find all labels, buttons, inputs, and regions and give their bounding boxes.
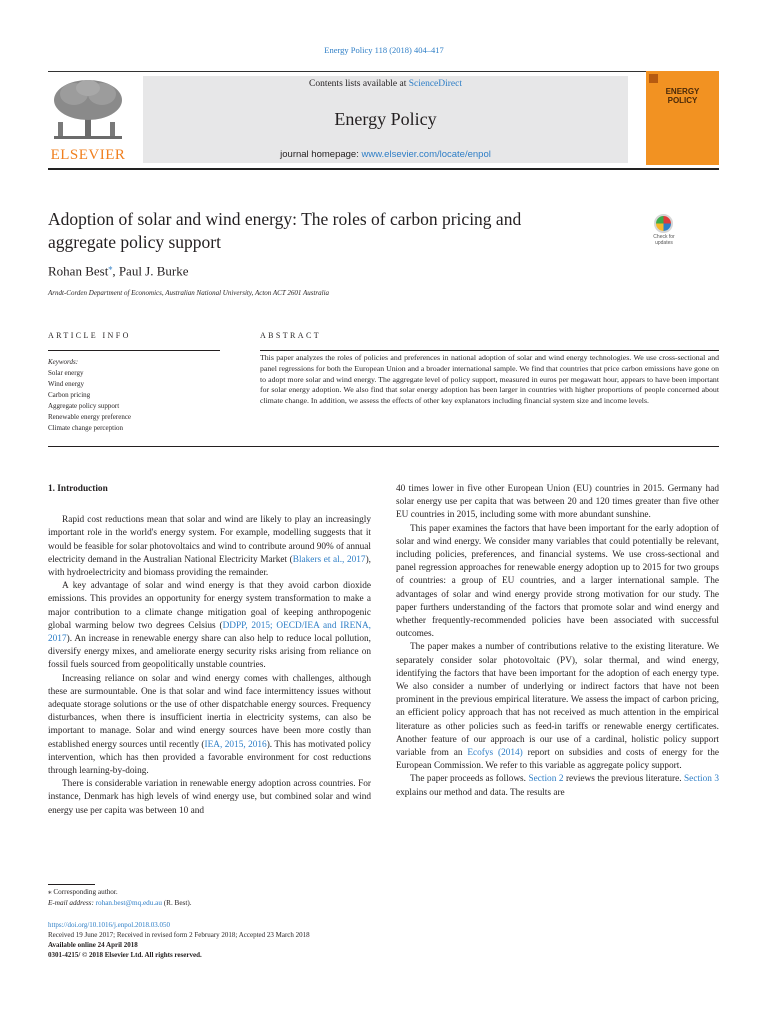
section-link[interactable]: Section 3: [684, 774, 720, 785]
doi-link[interactable]: https://doi.org/10.1016/j.enpol.2018.03.050: [48, 921, 170, 929]
keyword-item: Wind energy: [48, 380, 84, 388]
sciencedirect-link[interactable]: ScienceDirect: [408, 79, 462, 89]
available-online: Available online 24 April 2018: [48, 941, 138, 949]
citation-link[interactable]: IEA, 2015, 2016: [204, 739, 267, 750]
journal-reference[interactable]: Energy Policy 118 (2018) 404–417: [324, 45, 444, 55]
paragraph: This paper examines the factors that have been important for the early adoption of solar and wind energy. We consider many variables that could potentially be relevant, including policies, preferences, and financial systems. We use cross-sectional and panel regression approaches for renewable energy adoption up to 2015 for two groups of countries: a group of EU countries, and a larger international sample. The advantages of solar and wind energy provide strong motivation for our study. The paper furthers understanding of the factors that promote solar and wind energy and whether frequently-recommended policies have been associated with successful outcomes.: [396, 523, 719, 640]
body-column-right: [396, 483, 719, 800]
footnote: [48, 887, 192, 909]
homepage-line: [143, 149, 628, 160]
section-link[interactable]: Section 2: [528, 774, 564, 785]
title-line-2: aggregate policy support: [48, 232, 222, 252]
affiliation: Arndt-Corden Department of Economics, Australian National University, Acton ACT 2601 Australia: [48, 289, 330, 297]
contents-prefix: Contents lists available at: [308, 79, 409, 89]
keywords-label: Keywords:: [48, 358, 79, 366]
email-link[interactable]: rohan.best@mq.edu.au: [95, 899, 162, 907]
paragraph-text: reviews the previous literature.: [563, 774, 685, 785]
corresponding-author-mark[interactable]: ⁎: [108, 263, 113, 272]
cover-title: [646, 87, 719, 105]
journal-homepage-link[interactable]: www.elsevier.com/locate/enpol: [361, 149, 491, 160]
paragraph: [48, 514, 371, 580]
abstract-heading: ABSTRACT: [260, 331, 321, 340]
paragraph-text: explains our method and data. The results are: [396, 787, 565, 798]
keyword-item: Climate change perception: [48, 424, 124, 432]
keywords-list: [48, 357, 131, 434]
paragraph-text: Increasing reliance on solar and wind energy comes with challenges, although these are surmountable. One is that solar and wind face intermittency issues without adequate storage solutions or the use of other dispatchable energy sources. Frequency disturbances, when there is insufficient inertia in electricity systems, can also be important to manage. Solar and wind energy sources have been more costly than established energy sources until recently (: [48, 673, 371, 750]
elsevier-wordmark: ELSEVIER: [50, 147, 126, 163]
keyword-item: Renewable energy preference: [48, 413, 132, 421]
divider: [48, 446, 719, 447]
author-list: [48, 263, 189, 279]
masthead-rule-bottom: [48, 168, 719, 170]
article-title: [48, 208, 608, 254]
paragraph: [48, 673, 371, 779]
check-for-updates-label: [646, 235, 682, 246]
corresponding-mark: ⁎: [48, 888, 52, 896]
email-note: [48, 898, 192, 909]
abstract-text: This paper analyzes the roles of policies and preferences in national adoption of solar and wind energy technologies. We use cross-sectional and panel regressions for both the European Union and a broader international sample. We find that countries that price carbon emissions have gone on to adopt more solar and wind energy. The aggregate level of policy support, measured in euros per megawatt hour, appears to have been important for solar energy adoption. We also find that solar energy adoption has been larger in countries with higher proportions of people concerned about climate change. In addition, we assess the effects of other key explanators including financial system size and income levels.: [260, 353, 719, 406]
check-label-line-1: Check for: [653, 234, 675, 240]
paragraph-text: Rapid cost reductions mean that solar and wind are likely to play an increasingly important role in the world's energy system. For example, modelling suggests that it would be feasible for solar photovoltaics and wind to contribute around 90% of annual electricity demand in the Australian National Electricity Market (: [48, 515, 371, 565]
paragraph: 40 times lower in five other European Union (EU) countries in 2015. Germany had solar energy use per capita that was between 20 and 120 times greater than five other EU countries in 2015, including some with more abundant sunshine.: [396, 484, 719, 521]
paragraph: There is considerable variation in renewable energy adoption across countries. For instance, Denmark has high levels of wind energy use, but combined solar and wind energy use per capita was between 10 and: [48, 779, 371, 816]
paragraph-text: The paper proceeds as follows.: [410, 774, 529, 785]
elsevier-logo: [48, 78, 128, 164]
corresponding-note: [48, 887, 192, 898]
paragraph: [48, 580, 371, 672]
paragraph-text: The paper makes a number of contributions relative to the existing literature. We separately consider solar photovoltaic (PV), solar thermal, and wind energy, identifying the factors that have been important for the adoption of each energy type. We also consider a number of underlying or indirect factors that have not been prominent in the previous empirical literature. We assess the impact of carbon pricing, an efficient policy approach that has not received as much attention in the empirical literature as other policies such as feed-in tariffs or renewable energy certificates. Another feature of our approach is our use of a cardinal, holistic policy support variable from an: [396, 642, 719, 759]
contents-line: [143, 79, 628, 89]
paragraph: [396, 641, 719, 773]
cover-title-line-1: ENERGY: [665, 87, 700, 96]
citation-link[interactable]: DDPP, 2015; OECD/IEA and IRENA, 2017: [48, 620, 372, 645]
divider: [260, 350, 719, 351]
received-dates: Received 19 June 2017; Received in revised form 2 February 2018; Accepted 23 March 2018: [48, 931, 310, 939]
divider: [48, 350, 220, 351]
author-name[interactable]: Rohan Best: [48, 263, 109, 279]
journal-cover: [646, 71, 719, 165]
homepage-prefix: journal homepage:: [280, 149, 362, 160]
title-line-1: Adoption of solar and wind energy: The roles of carbon pricing and: [48, 209, 522, 229]
paragraph-text: A key advantage of solar and wind energy is that they avoid carbon dioxide emissions. This provides an opportunity for energy system transformation to make a major contribution to a climate change mitigation goal of keeping anthropogenic global warming below two degrees Celsius (: [48, 581, 371, 631]
keyword-item: Aggregate policy support: [48, 402, 120, 410]
citation-link[interactable]: Blakers et al., 2017: [292, 554, 366, 565]
masthead-banner: [143, 76, 628, 163]
section-heading: 1. Introduction: [48, 484, 108, 494]
corresponding-text: Corresponding author.: [51, 888, 118, 896]
cover-title-line-2: POLICY: [667, 96, 698, 105]
check-for-updates-badge[interactable]: [646, 214, 682, 250]
paragraph-text: report on subsidies and costs of energy for the European Commission. We refer to this variable as aggregate policy support.: [396, 748, 719, 772]
check-for-updates-icon: [654, 214, 673, 233]
paragraph: [396, 773, 719, 799]
footnote-rule: [48, 884, 95, 885]
check-label-line-2: updates: [655, 239, 673, 246]
author-separator: ,: [112, 263, 119, 279]
paragraph-text: ), with hydroelectricity and biomass providing the remainder.: [48, 554, 371, 579]
cover-logo-icon: [649, 74, 658, 83]
email-label: E-mail address:: [48, 899, 94, 907]
keyword-item: Carbon pricing: [48, 391, 91, 399]
body-column-left: [48, 483, 371, 818]
masthead-rule: [48, 71, 719, 72]
journal-name: Energy Policy: [334, 109, 437, 129]
email-suffix: (R. Best).: [161, 899, 192, 907]
paragraph-text: ). An increase in renewable energy share can also help to reduce local pollution, diversify energy mixes, and ameliorate energy security risks arising from reliance on fossil fuels sourced from geopolitically unstable countries.: [48, 634, 371, 671]
citation-link[interactable]: Ecofys (2014): [467, 748, 523, 759]
elsevier-tree-icon: [48, 78, 128, 144]
copyright: 0301-4215/ © 2018 Elsevier Ltd. All rights reserved.: [48, 951, 202, 959]
keyword-item: Solar energy: [48, 369, 84, 377]
publication-info: [48, 920, 310, 960]
author-name[interactable]: Paul J. Burke: [118, 263, 189, 279]
article-info-heading: ARTICLE INFO: [48, 331, 131, 340]
paragraph-text: ). This has motivated policy intervention, which has then provided a favorable environment for cost reductions through learning-by-doing.: [48, 739, 371, 777]
